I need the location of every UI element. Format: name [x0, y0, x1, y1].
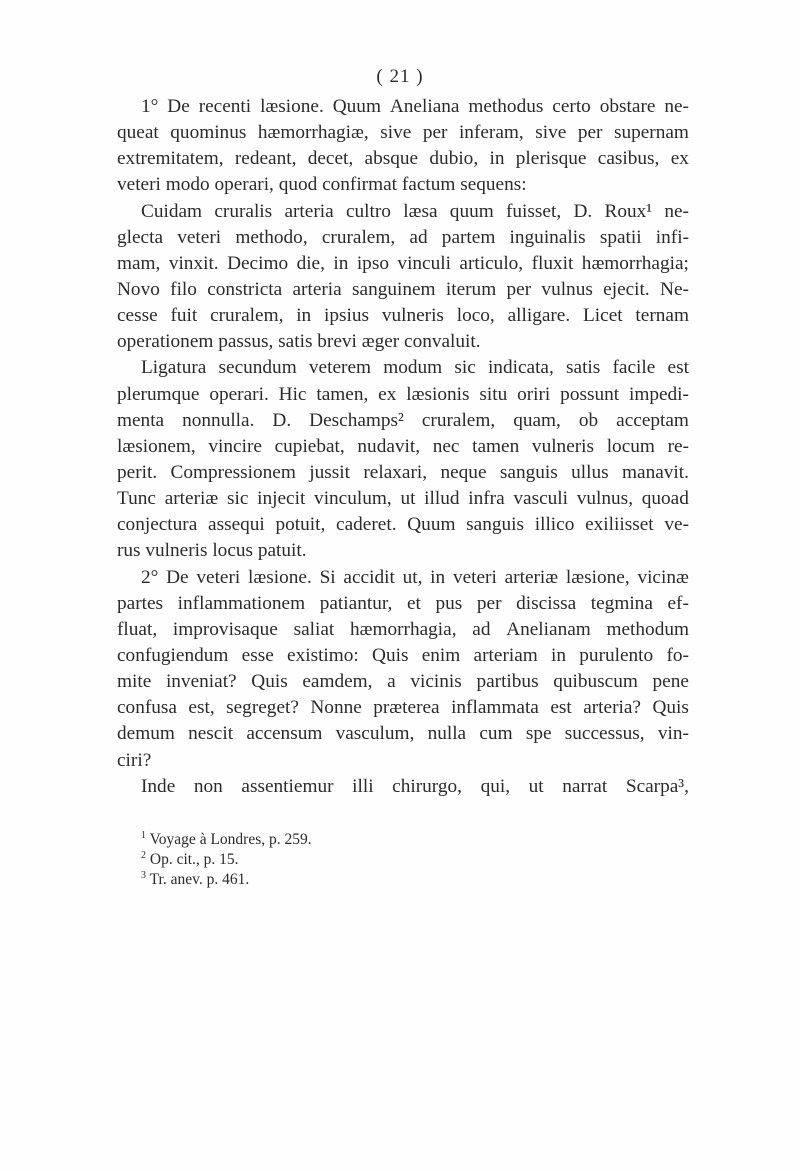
text-line: perit. Compressionem jussit relaxari, neque sanguis ullus manavit. [117, 461, 689, 483]
text-line: plerumque operari. Hic tamen, ex læsionis situ oriri possunt impedi- [117, 383, 689, 405]
page-number: ( 21 ) [376, 66, 424, 87]
text-line: demum nescit accensum vasculum, nulla cum spe successus, vin- [117, 723, 689, 745]
text-line: extremitatem, redeant, decet, absque dubio, in plerisque casibus, ex [117, 148, 689, 170]
text-line: veteri modo operari, quod confirmat factum sequens: [117, 174, 527, 196]
text-line: queat quominus hæmorrhagiæ, sive per inferam, sive per supernam [117, 122, 689, 144]
footnote-text: Tr. anev. p. 461. [149, 871, 250, 888]
text-line: confugiendum esse existimo: Quis enim arteriam in purulento fo- [117, 644, 689, 666]
footnote-mark: 1 [141, 830, 146, 841]
text-line: partes inflammationem patiantur, et pus per discissa tegmina ef- [117, 592, 689, 614]
footnote-mark: 2 [141, 850, 146, 861]
text-line: Cuidam cruralis arteria cultro læsa quum fuisset, D. Roux¹ ne- [141, 200, 689, 222]
text-line: conjectura assequi potuit, caderet. Quum sanguis illico exiliisset ve- [117, 514, 689, 536]
text-line: fluat, improvisaque saliat hæmorrhagia, ad Anelianam methodum [117, 618, 689, 640]
text-line: Inde non assentiemur illi chirurgo, qui, ut narrat Scarpa³, [141, 775, 689, 797]
text-line: confusa est, segreget? Nonne præterea inflammata est arteria? Quis [117, 697, 689, 719]
footnote-text: Voyage à Londres, p. 259. [149, 831, 312, 848]
text-line: 2° De veteri læsione. Si accidit ut, in veteri arteriæ læsione, vicinæ [141, 566, 689, 588]
footnote [141, 830, 541, 850]
text-line: cesse fuit cruralem, in ipsius vulneris loco, alligare. Licet ternam [117, 305, 689, 327]
text-line: ciri? [117, 749, 152, 771]
footnote-text: Op. cit., p. 15. [149, 851, 239, 868]
text-line: menta nonnulla. D. Deschamps² cruralem, quam, ob acceptam [117, 409, 689, 431]
text-line: rus vulneris locus patuit. [117, 540, 307, 562]
text-line: operationem passus, satis brevi æger convaluit. [117, 331, 481, 353]
footnotes [141, 830, 541, 890]
text-line: Ligatura secundum veterem modum sic indicata, satis facile est [141, 357, 689, 379]
text-line: mite inveniat? Quis eamdem, a vicinis partibus quibuscum pene [117, 671, 689, 693]
text-line: Tunc arteriæ sic injecit vinculum, ut illud infra vasculi vulnus, quoad [117, 488, 689, 510]
footnote [141, 870, 541, 890]
footnote-mark: 3 [141, 870, 146, 881]
footnote [141, 850, 541, 870]
text-line: glecta veteri methodo, cruralem, ad partem inguinalis spatii infi- [117, 226, 689, 248]
text-line: Novo filo constricta arteria sanguinem iterum per vulnus ejecit. Ne- [117, 278, 689, 300]
text-line: mam, vinxit. Decimo die, in ipso vinculi articulo, fluxit hæmorrhagia; [117, 252, 689, 274]
text-line: læsionem, vincire cupiebat, nudavit, nec tamen vulneris locum re- [117, 435, 689, 457]
body-text [117, 94, 689, 800]
text-line: 1° De recenti læsione. Quum Aneliana methodus certo obstare ne- [141, 96, 689, 117]
